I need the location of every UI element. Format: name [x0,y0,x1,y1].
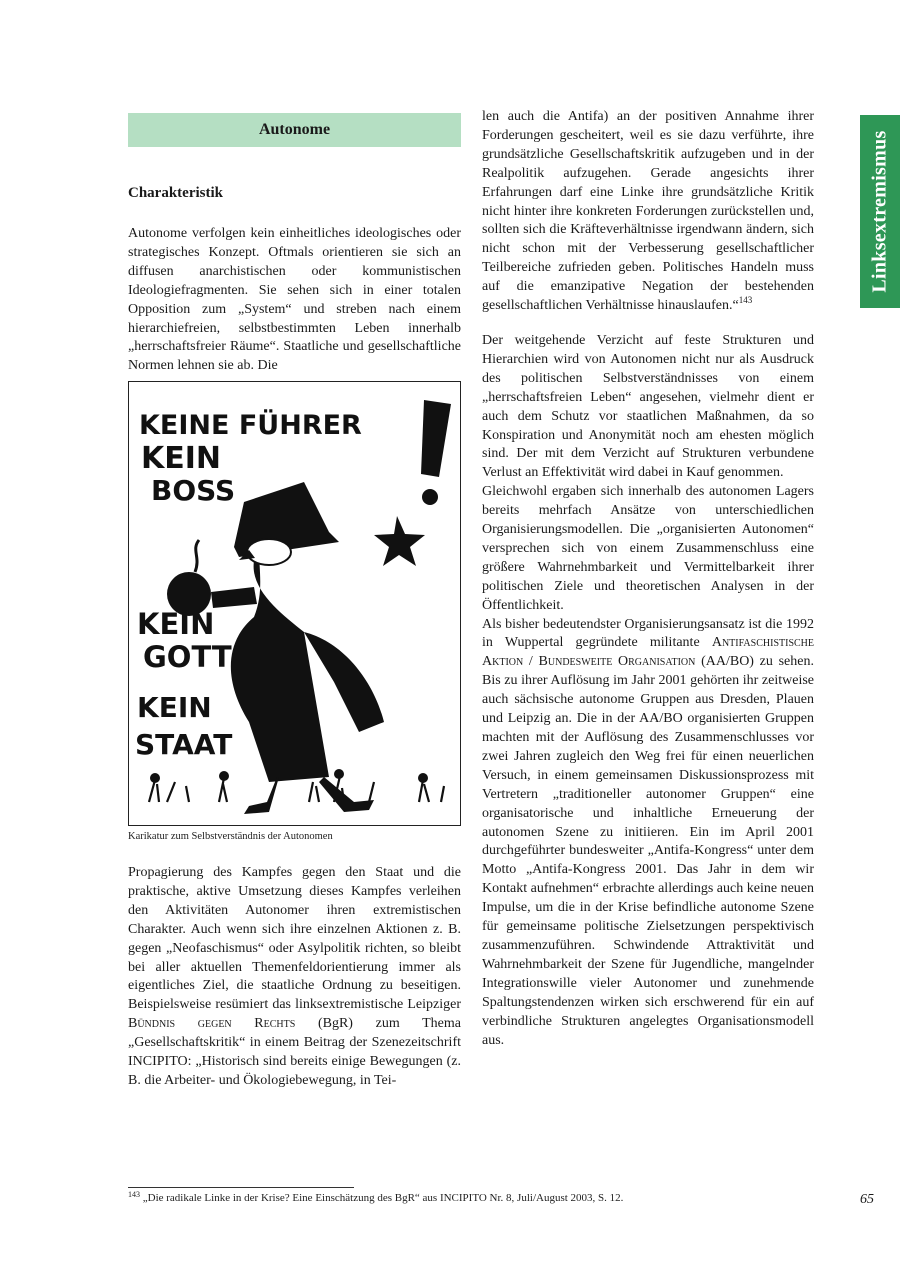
paragraph-right-1-text: len auch die Antifa) an der positiven Annahme ihrer Forderungen gescheitert, weil es sie dazu verführte, ihre grundsätzliche Gesellschaftskritik aufzugeben und in der Realpolitik aufzugehen. Gerade angesichts ihrer Erfahrungen darf eine Linke ihre grundsätzliche Kritik nicht hinter ihre konkreten Forderungen zurückstellen und, sollten sich die Kräfteverhältnisse irgendwann ändern, sich nicht schon mit der Verbesserung gesellschaftlicher Teilbereiche zufrieden geben. Politisches Handeln muss auf die emanzipative Negation der bestehenden gesellschaftlichen Verhältnisse hinauslaufen.“ [482,109,814,314]
paragraph-left-2 [128,864,461,1091]
exclamation-dot [422,489,438,505]
left-column-bottom [128,864,461,1091]
bomb-fuse [195,540,199,572]
chapter-tab-label: Linksextremismus [868,130,891,293]
section-title-text: Autonome [258,121,331,138]
cartoon-text-1: KEINE FÜHRER [139,410,362,441]
cartoon-figure [128,381,461,826]
cartoon-text-4: KEIN [137,607,215,641]
figure-caption: Karikatur zum Selbstverständnis der Autonomen [128,831,333,842]
paragraph-right-4-part2: (AA/BO) zu sehen. Bis zu ihrer Auflösung im Jahr 2001 gehörten ihr zeitweise auch sächsische autonome Gruppen aus Dresden, Plauen und Leipzig an. Die in der AA/BO organisierten Gruppen machten mit der Auflösung des Zusammenschlusses vor zwei Jahren zugleich den Weg frei für einen neuerlichen Versuch, in einem gemeinsamen Diskussionsprozess mit Vertretern „traditioneller autonomer Gruppen“ eine organisatorische und inhaltliche Erneuerung der autonomen Szene zu initiieren. Ein im April 2001 durchgeführter bundesweiter „Antifa-Kongress“ unter dem Motto „Antifa-Kongress 2001. Das Jahr in dem wir Kontakt aufnehmen“ erbrachte allerdings auch keine neuen Impulse, um die in der Krise befindliche autonome Szene für gemeinsame politische Zielsetzungen perspektivisch zusammenzuführen. Schwindende Attraktivität und Wahrnehmbarkeit der Szene für Jugendliche, mangelnder Integrationswille vieler Autonomer und zunehmende Spaltungstendenzen wirken sich erschwerend für ein auf verbindliche Strukturen angelegtes Organisationsmodell aus. [482,654,814,1048]
paragraph-right-3: Gleichwohl ergaben sich innerhalb des autonomen Lagers bereits mehrfach Ansätze von unterschiedlichen Organisierungsmodellen. Die „organisierten Autonomen“ versprechen sich von einem Zusammenschluss eine größere Wahrnehmbarkeit und Vermittelbarkeit ihrer politischen Ziele und theoretischen Analysen in der Öffentlichkeit. [482,484,814,613]
paragraph-left-2-part2: (BgR) zum Thema „Gesellschaftskritik“ in einem Beitrag der Szenezeitschrift INCIPITO: „Historisch sind bereits einige Bewegungen (z. B. die Arbeiter- und Ökologiebewegung, in Tei- [128,1016,461,1088]
cartoon-image [129,382,460,825]
right-column [482,108,814,1050]
cartoon-text-2: KEIN [141,441,222,476]
footnote-reference[interactable]: 143 [738,295,753,306]
exclamation-mark [421,400,451,477]
paragraph-right-1 [482,108,814,316]
figure-arm [211,587,257,608]
figure-face [247,539,291,565]
footnote-number: 143 [128,1190,140,1199]
footnote-divider [128,1187,354,1188]
paragraph-left-2-part1: Propagierung des Kampfes gegen den Staat und die praktische, aktive Umsetzung dieses Kampfes verleihen den Aktivitäten Autonomer ihren extremistischen Charakter. Auch wenn sich ihre einzelnen Aktionen z. B. gegen „Neofaschismus“ oder Asylpolitik richten, so bleibt bei aller aktuellen Themenfeldorientierung immer als eigentliches Ziel, die staatliche Ordnung zu beseitigen. Beispielsweise resümiert das linksextremistische Leipziger [128,865,461,1013]
section-title [128,113,461,147]
star [374,516,425,566]
left-column-top [128,225,461,376]
cartoon-text-3: BOSS [151,474,236,507]
chapter-tab [860,115,900,308]
cartoon-text-6: KEIN [137,691,212,724]
page-number: 65 [860,1192,874,1207]
cartoon-text-5: GOTT [143,640,232,674]
figure-leg-right [319,777,374,812]
footnote [128,1192,623,1204]
figure-body [231,547,329,782]
grass [149,776,444,802]
paragraph-right-4 [482,616,814,1051]
paragraph-right-2: Der weitgehende Verzicht auf feste Strukturen und Hierarchien wird von Autonomen nicht nur als Ausdruck des politischen Selbstverständnisses von einem „herrschaftsfreien Leben“ angesehen, vielmehr dient er auch dem Schutz vor staatlichen Maßnahmen, da so Konspiration und Anonymität noch am ehesten möglich sind. Der mit dem Verzicht auf Strukturen verbundene Verlust an Effektivität wird dabei in Kauf genommen. [482,332,814,481]
paragraph-right-4-part1: Als bisher bedeutendster Organisierungsansatz ist die 1992 in Wuppertal gegründete militante [482,616,814,651]
figure-leg-left [244,777,279,814]
organization-name-aabo: Antifaschistische Aktion / Bundesweite Organisation [482,635,814,670]
subheading: Charakteristik [128,185,223,201]
organization-name-bgr: Bündnis gegen Rechts [128,1016,296,1032]
paragraph-left-1: Autonome verfolgen kein einheitliches ideologisches oder strategisches Konzept. Oftmals orientieren sie sich an diffusen anarchistischen oder kommunistischen Ideologiefragmenten. Sie sehen sich in einer totalen Opposition zum „System“ und streben nach einem hierarchiefreien, selbstbestimmten Leben innerhalb „herrschaftsfreier Räume“. Staatliche und gesellschaftliche Normen lehnen sie ab. Die [128,226,461,374]
cartoon-text-7: STAAT [135,728,233,761]
footnote-text: „Die radikale Linke in der Krise? Eine Einschätzung des BgR“ aus INCIPITO Nr. 8, Juli/August 2003, S. 12. [142,1192,624,1204]
